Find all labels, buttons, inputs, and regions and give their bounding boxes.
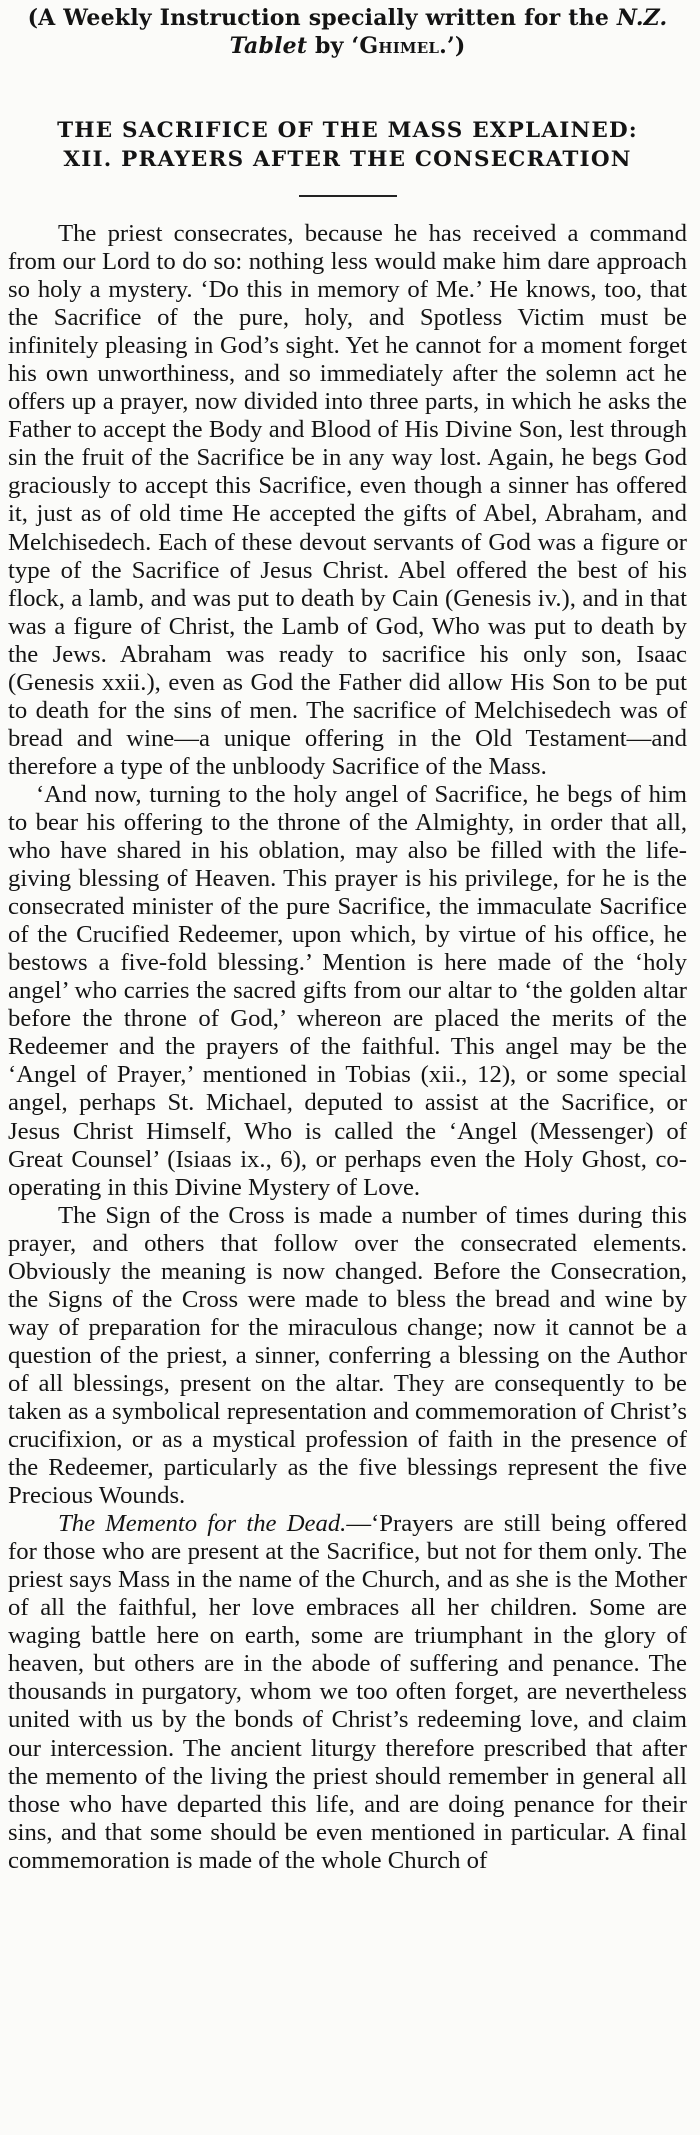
- article-title: [8, 116, 687, 174]
- title-line-1: THE SACRIFICE OF THE MASS EXPLAINED:: [57, 118, 638, 143]
- memento-heading: The Memento for the Dead.: [58, 1510, 347, 1538]
- paragraph-2: ‘And now, turning to the holy angel of Sacrifice, he begs of him to bear his offering to the throne of the Almighty, in order that all, who have shared in his oblation, may also be filled with the life-giving blessing of Heaven. This prayer is his privilege, for he is the consecrated minister of the pure Sacrifice, the immaculate Sacrifice of the Crucified Redeemer, upon which, by virtue of his office, he bestows a five-fold blessing.’ Mention is here made of the ‘holy angel’ who carries the sacred gifts from our altar to ‘the golden altar before the throne of God,’ whereon are placed the merits of the Redeemer and the prayers of the faithful. This angel may be the ‘Angel of Prayer,’ mentioned in Tobias (xii., 12), or some special angel, perhaps St. Michael, deputed to assist at the Sacrifice, or Jesus Christ Himself, Who is called the ‘Angel (Messenger) of Great Counsel’ (Isiaas ix., 6), or perhaps even the Holy Ghost, co-operating in this Divine Mystery of Love.: [8, 780, 687, 1201]
- title-line-2: XII. PRAYERS AFTER THE CONSECRATION: [63, 147, 632, 172]
- title-divider: [299, 195, 397, 197]
- author-name: Ghimel: [359, 33, 440, 59]
- paragraph-4-text: —‘Prayers are still being offered for those who are present at the Sacrifice, but not for them only. The priest says Mass in the name of the Church, and as she is the Mother of all the faithful, her love embraces all her children. Some are waging battle here on earth, some are triumphant in the glory of heaven, but others are in the abode of suffering and penance. The thousands in purgatory, whom we too often forget, are nevertheless united with us by the bonds of Christ’s redeeming love, and claim our intercession. The ancient liturgy therefore prescribed that after the memento of the living the priest should remember in general all those who have departed this life, and are doing penance for their sins, and that some should be even mentioned in particular. A final commemoration is made of the whole Church of: [8, 1510, 687, 1874]
- intro-prefix: (A Weekly Instruction specially written for the: [27, 5, 617, 31]
- article-body: [8, 220, 687, 1875]
- paragraph-3: The Sign of the Cross is made a number of times during this prayer, and others that follow over the consecrated elements. Obviously the meaning is now changed. Before the Consecration, the Signs of the Cross were made to bless the bread and wine by way of preparation for the miraculous change; now it cannot be a question of the priest, a sinner, conferring a blessing on the Author of all blessings, present on the altar. They are consequently to be taken as a symbolical representation and commemoration of Christ’s crucifixion, or as a mystical profession of faith in the presence of the Redeemer, particularly as the five blessings represent the five Precious Wounds.: [8, 1201, 687, 1510]
- intro-suffix: .’): [439, 33, 466, 59]
- publication-name: N.Z. Tablet: [229, 5, 668, 59]
- paragraph-1: The priest consecrates, because he has received a command from our Lord to do so: nothing less would make him dare approach so holy a mystery. ‘Do this in memory of Me.’ He knows, too, that the Sacrifice of the pure, holy, and Spotless Victim must be infinitely pleasing in God’s sight. Yet he cannot for a moment forget his own unworthiness, and so immediately after the solemn act he offers up a prayer, now divided into three parts, in which he asks the Father to accept the Body and Blood of His Divine Son, lest through sin the fruit of the Sacrifice be in any way lost. Again, he begs God graciously to accept this Sacrifice, even though a sinner has offered it, just as of old time He accepted the gifts of Abel, Abraham, and Melchisedech. Each of these devout servants of God was a figure or type of the Sacrifice of Jesus Christ. Abel offered the best of his flock, a lamb, and was put to death by Cain (Genesis iv.), and in that was a figure of Christ, the Lamb of God, Who was put to death by the Jews. Abraham was ready to sacrifice his only son, Isaac (Genesis xxii.), even as God the Father did allow His Son to be put to death for the sins of men. The sacrifice of Melchisedech was of bread and wine—a unique offering in the Old Testament—and therefore a type of the unbloody Sacrifice of the Mass.: [8, 220, 687, 780]
- intro-by: by ‘: [307, 33, 360, 59]
- paragraph-4: [8, 1510, 687, 1875]
- article-intro-note: [8, 0, 687, 60]
